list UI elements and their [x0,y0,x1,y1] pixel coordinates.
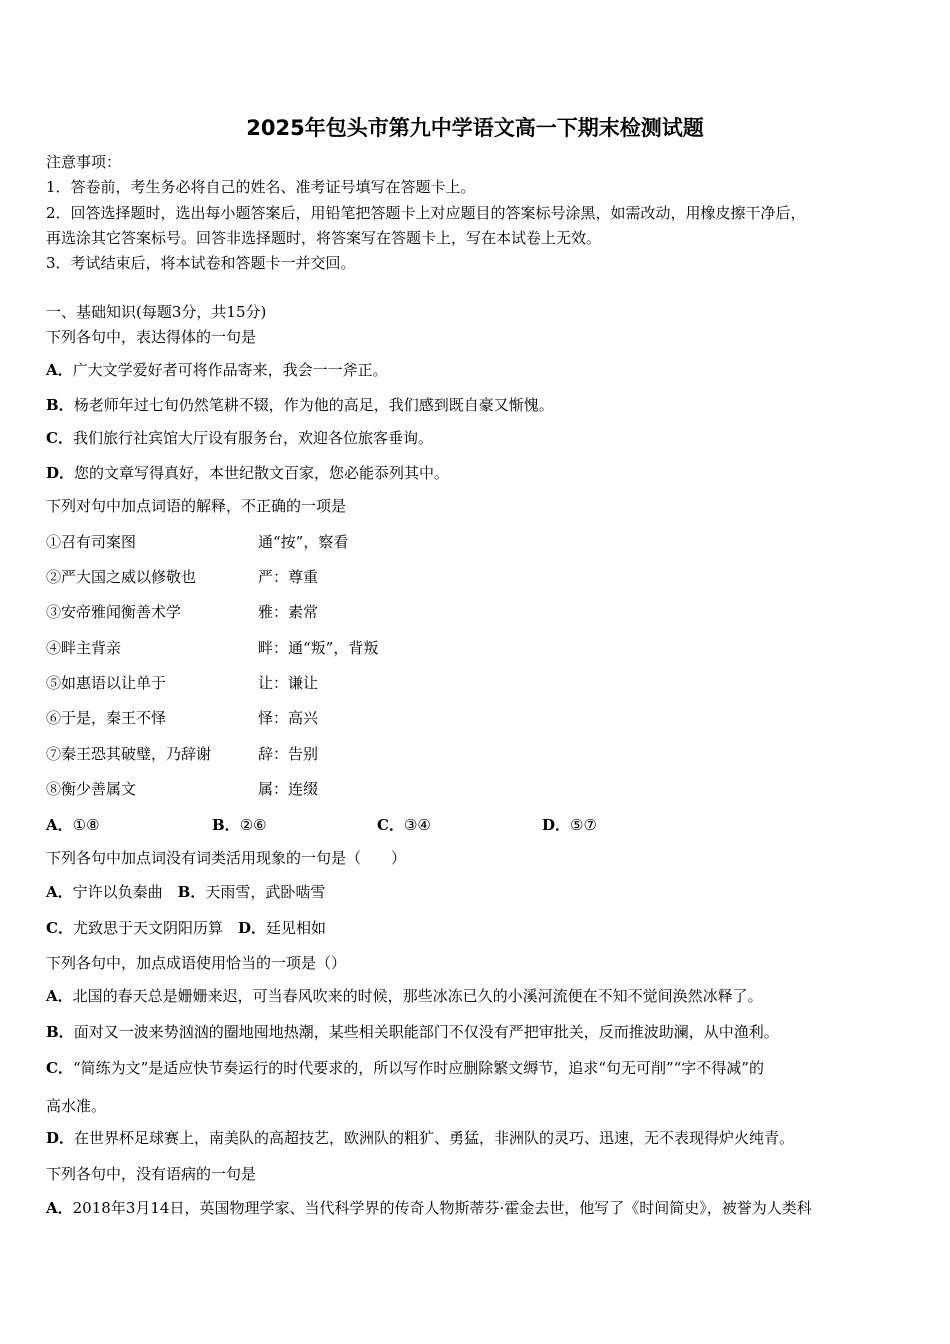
q1-option-a [46,360,388,380]
option-text: “简练为文”是适应快节奏运行的时代要求的，所以写作时应删除繁文缛节，追求“句无可削”“字不得减”的 [72,1059,764,1077]
q2-row-left: ⑧衡少善属文 [46,780,137,798]
option-text: 面对又一波来势汹汹的圈地囤地热潮，某些相关职能部门不仅没有严把审批关，反而推波助澜，从中渔利。 [73,1023,779,1041]
option-label: C． [46,429,73,447]
option-text: 廷见相如 [266,919,327,937]
q4-option-d [46,1128,794,1148]
section-heading: 一、基础知识(每题3分，共15分) [46,303,267,321]
option-text: ③④ [403,816,431,834]
option-text: 您的文章写得真好，本世纪散文百家，您必能忝列其中。 [74,464,450,482]
q3-options-cd [46,918,326,938]
q4-option-c [46,1058,764,1078]
q2-row-left: ⑤如惠语以让单于 [46,674,167,692]
option-text: ②⑥ [239,816,267,834]
option-text: 北国的春天总是姗姗来迟，可当春风吹来的时候，那些冰冻已久的小溪河流便在不知不觉间涣然冰释了。 [72,987,763,1005]
option-label: D． [542,816,571,834]
q2-row-left: ④畔主背亲 [46,639,122,657]
option-label: A． [46,987,73,1005]
q4-option-a [46,986,763,1006]
q2-row-left: ⑦秦王恐其破璧，乃辞谢 [46,745,212,763]
q5-stem: 下列各句中，没有语病的一句是 [46,1165,257,1183]
option-text: 杨老师年过七旬仍然笔耕不辍，作为他的高足，我们感到既自豪又惭愧。 [73,396,554,414]
q2-row-right: 严：尊重 [258,568,319,586]
q2-row-right: 怿：高兴 [258,709,319,727]
q2-option-c [377,815,431,835]
option-text: ⑤⑦ [570,816,597,834]
option-label: A． [46,1199,73,1217]
notice-item-1: 1．答卷前，考生务必将自己的姓名、准考证号填写在答题卡上。 [46,178,476,196]
q2-option-d [542,815,597,835]
q2-row-right: 畔：通“叛”，背叛 [258,639,379,657]
q2-row-left: ⑥于是，秦王不怿 [46,709,167,727]
option-label: D． [237,919,266,937]
q1-option-c [46,428,433,448]
option-text: 在世界杯足球赛上，南美队的高超技艺，欧洲队的粗犷、勇猛，非洲队的灵巧、迅速，无不表现得炉火纯青。 [74,1129,795,1147]
option-text: 2018年3月14日，英国物理学家、当代科学界的传奇人物斯蒂芬·霍金去世，他写了《时间简史》，被誉为人类科 [72,1199,812,1217]
option-text: 尤致思于天文阴阳历算 [72,919,223,937]
q3-stem: 下列各句中加点词没有词类活用现象的一句是（ ） [46,849,407,867]
q5-option-a [46,1198,812,1218]
q1-stem: 下列各句中，表达得体的一句是 [46,328,257,346]
notice-item-2b: 再选涂其它答案标号。回答非选择题时，将答案写在答题卡上，写在本试卷上无效。 [46,229,602,247]
q3-options-ab [46,882,325,902]
q2-row-right: 辞：告别 [258,745,319,763]
option-label: C． [377,816,404,834]
option-text: 我们旅行社宾馆大厅设有服务台，欢迎各位旅客垂询。 [72,429,433,447]
option-text: 宁许以负秦曲 [72,883,163,901]
option-label: A． [46,816,73,834]
option-text: 天雨雪，武卧啮雪 [205,883,326,901]
q4-option-c-continued: 高水准。 [46,1097,107,1115]
q2-row-right: 让：谦让 [258,674,319,692]
q2-row-left: ①召有司案图 [46,533,137,551]
option-label: D． [46,464,75,482]
notice-item-2a: 2．回答选择题时，选出每小题答案后，用铅笔把答题卡上对应题目的答案标号涂黑，如需改动，用橡皮擦干净后， [46,204,806,222]
option-label: B． [46,396,74,414]
option-label: A． [46,361,73,379]
q4-stem: 下列各句中，加点成语使用恰当的一项是（） [46,954,347,972]
q2-row-left: ②严大国之威以修敬也 [46,568,197,586]
option-text: 广大文学爱好者可将作品寄来，我会一一斧正。 [72,361,388,379]
option-label: C． [46,919,73,937]
q2-row-right: 通“按”，察看 [258,533,349,551]
q2-row-right: 雅：素常 [258,603,319,621]
option-text: ①⑧ [72,816,100,834]
q2-row-left: ③安帝雅闻衡善术学 [46,603,182,621]
q2-option-a [46,815,100,835]
option-label: D． [46,1129,75,1147]
option-label: B． [212,816,240,834]
option-label: B． [177,883,206,901]
q1-option-b [46,395,554,415]
option-label: A． [46,883,73,901]
option-label: C． [46,1059,73,1077]
page-title: 2025年包头市第九中学语文高一下期末检测试题 [246,116,704,140]
q1-option-d [46,463,449,483]
notice-heading: 注意事项： [46,153,122,171]
q4-option-b [46,1022,779,1042]
option-label: B． [46,1023,74,1041]
q2-option-b [212,815,267,835]
q2-stem: 下列对句中加点词语的解释，不正确的一项是 [46,497,347,515]
q2-row-right: 属：连缀 [258,780,319,798]
notice-item-3: 3．考试结束后，将本试卷和答题卡一并交回。 [46,254,356,272]
